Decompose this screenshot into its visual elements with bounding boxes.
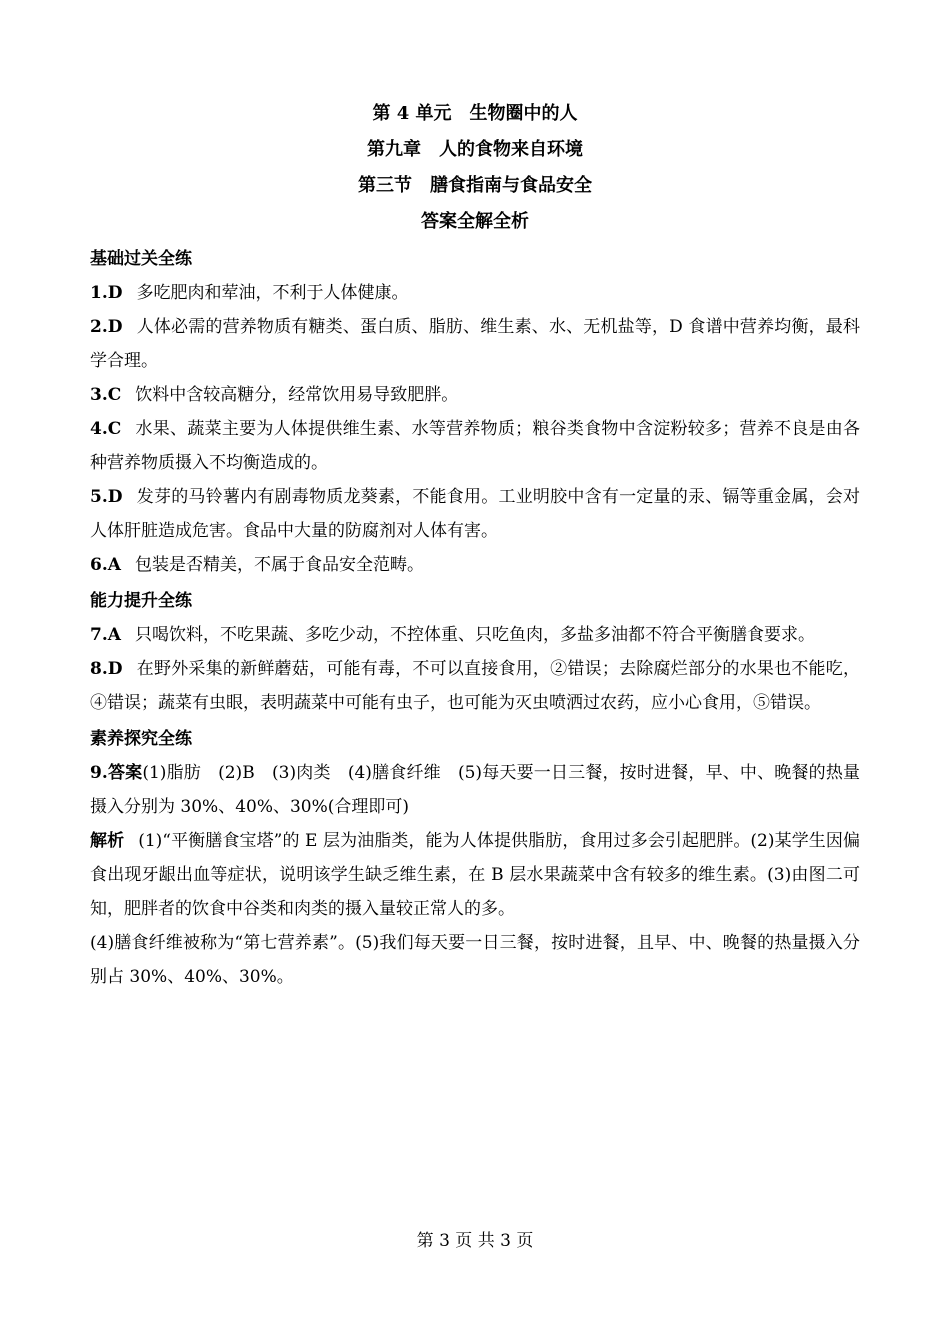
answer-item-1: 1.D 多吃肥肉和荤油，不利于人体健康。 <box>90 283 409 303</box>
item-answer: C <box>107 419 122 439</box>
answer-item-9: 9.答案(1)脂肪 (2)B (3)肉类 (4)膳食纤维 (5)每天要一日三餐，按时进餐，早、中、晚餐的热量摄入分别为 30%、40%、30%(合理即可) <box>90 763 860 817</box>
item-explanation: 在野外采集的新鲜蘑菇，可能有毒，不可以直接食用，②错误；去除腐烂部分的水果也不能吃，④错误；蔬菜有虫眼，表明蔬菜中可能有虫子，也可能为灭虫喷洒过农药，应小心食用，⑤错误。 <box>90 659 860 713</box>
answer-item-5: 5.D 发芽的马铃薯内有剧毒物质龙葵素，不能食用。工业明胶中含有一定量的汞、镉等重金属，会对人体肝脏造成危害。食品中大量的防腐剂对人体有害。 <box>90 487 860 541</box>
item-answer: A <box>107 555 121 575</box>
item-explanation: 发芽的马铃薯内有剧毒物质龙葵素，不能食用。工业明胶中含有一定量的汞、镉等重金属，会对人体肝脏造成危害。食品中大量的防腐剂对人体有害。 <box>90 487 860 541</box>
item-number: 2 <box>90 317 102 337</box>
item-number: 6 <box>90 555 102 575</box>
chapter-title: 第九章 人的食物来自环境 <box>367 139 583 160</box>
item-number: 7 <box>90 625 102 645</box>
section-basic-heading: 基础过关全练 <box>90 249 192 269</box>
item-explanation: 包装是否精美，不属于食品安全范畴。 <box>134 555 424 575</box>
analysis-paragraph <box>90 824 860 926</box>
answer-item-8: 8.D 在野外采集的新鲜蘑菇，可能有毒，不可以直接食用，②错误；去除腐烂部分的水果也不能吃，④错误；蔬菜有虫眼，表明蔬菜中可能有虫子，也可能为灭虫喷洒过农药，应小心食用，⑤错误。 <box>90 659 860 713</box>
item-number: 3 <box>90 385 102 405</box>
analysis-paragraph-2: (4)膳食纤维被称为“第七营养素”。(5)我们每天要一日三餐，按时进餐，且早、中、晚餐的热量摄入分别占 30%、40%、30%。 <box>90 933 860 987</box>
item-number: 4 <box>90 419 102 439</box>
answer-item-4: 4.C 水果、蔬菜主要为人体提供维生素、水等营养物质；粮谷类食物中含淀粉较多；营养不良是由各种营养物质摄入不均衡造成的。 <box>90 419 860 473</box>
answer-item-7: 7.A 只喝饮料，不吃果蔬、多吃少动，不控体重、只吃鱼肉，多盐多油都不符合平衡膳食要求。 <box>90 625 815 645</box>
item-explanation: 人体必需的营养物质有糖类、蛋白质、脂肪、维生素、水、无机盐等，D 食谱中营养均衡，最科学合理。 <box>90 317 860 371</box>
item-answer: D <box>107 283 123 303</box>
analysis-label: 解析 <box>90 831 125 851</box>
section-title: 第三节 膳食指南与食品安全 <box>358 175 592 196</box>
section-literacy-heading: 素养探究全练 <box>90 729 192 749</box>
document-page <box>90 96 860 994</box>
answer-label: 答案 <box>107 763 143 783</box>
item-explanation: 多吃肥肉和荤油，不利于人体健康。 <box>136 283 409 303</box>
item-answer: C <box>107 385 122 405</box>
item-number: 1 <box>90 283 102 303</box>
item-number: 8 <box>90 659 102 679</box>
section-ability-heading: 能力提升全练 <box>90 591 192 611</box>
answer-text: (1)脂肪 (2)B (3)肉类 (4)膳食纤维 (5)每天要一日三餐，按时进餐，早、中、晚餐的热量摄入分别为 30%、40%、30%(合理即可) <box>90 763 860 817</box>
answer-item-6: 6.A 包装是否精美，不属于食品安全范畴。 <box>90 555 424 575</box>
page-footer: 第 3 页 共 3 页 <box>416 1231 534 1251</box>
item-explanation: 水果、蔬菜主要为人体提供维生素、水等营养物质；粮谷类食物中含淀粉较多；营养不良是由各种营养物质摄入不均衡造成的。 <box>90 419 860 473</box>
item-answer: A <box>107 625 121 645</box>
item-answer: D <box>107 487 123 507</box>
answer-item-3: 3.C 饮料中含较高糖分，经常饮用易导致肥胖。 <box>90 385 459 405</box>
analysis-text: (1)“平衡膳食宝塔”的 E 层为油脂类，能为人体提供脂肪，食用过多会引起肥胖。(2)某学生因偏食出现牙龈出血等症状，说明该学生缺乏维生素，在 B 层水果蔬菜中含有较多的维生素。(3)由图二可知，肥胖者的饮食中谷类和肉类的摄入量较正常人的多。 <box>90 831 860 919</box>
item-explanation: 只喝饮料，不吃果蔬、多吃少动，不控体重、只吃鱼肉，多盐多油都不符合平衡膳食要求。 <box>134 625 815 645</box>
unit-title: 第 4 单元 生物圈中的人 <box>372 103 578 124</box>
item-number: 9 <box>90 763 102 783</box>
item-answer: D <box>107 659 123 679</box>
answer-item-2: 2.D 人体必需的营养物质有糖类、蛋白质、脂肪、维生素、水、无机盐等，D 食谱中营养均衡，最科学合理。 <box>90 317 860 371</box>
item-number: 5 <box>90 487 102 507</box>
item-answer: D <box>107 317 123 337</box>
item-explanation: 饮料中含较高糖分，经常饮用易导致肥胖。 <box>135 385 459 405</box>
doc-title: 答案全解全析 <box>421 211 529 232</box>
